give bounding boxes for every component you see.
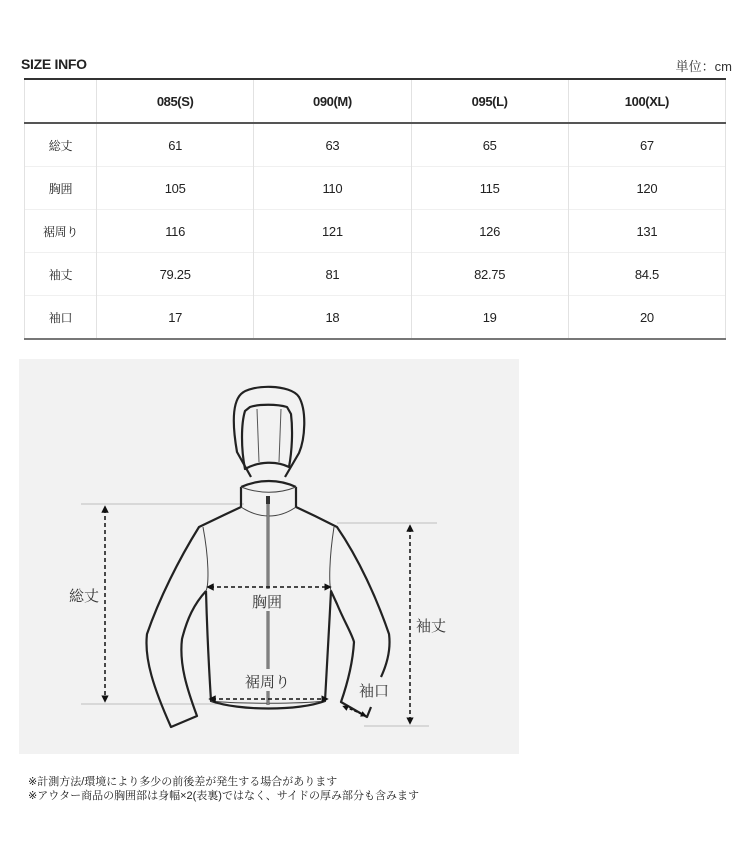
row-label: 袖丈 xyxy=(25,253,97,296)
label-sleeve-length: 袖丈 xyxy=(416,618,447,635)
header-size-xl: 100(XL) xyxy=(568,79,725,123)
table-cell: 65 xyxy=(411,123,568,167)
row-label: 袖口 xyxy=(25,296,97,340)
table-cell: 131 xyxy=(568,210,725,253)
table-cell: 120 xyxy=(568,167,725,210)
row-label: 裾周り xyxy=(25,210,97,253)
note-line: ※計測方法/環境により多少の前後差が発生する場合があります xyxy=(28,776,338,788)
table-row xyxy=(25,123,726,167)
table-cell: 84.5 xyxy=(568,253,725,296)
row-label: 総丈 xyxy=(25,123,97,167)
table-cell: 79.25 xyxy=(97,253,254,296)
table-cell: 63 xyxy=(254,123,411,167)
row-label: 胸囲 xyxy=(25,167,97,210)
label-chest: 胸囲 xyxy=(252,594,283,611)
notes xyxy=(28,775,419,803)
header-size-m: 090(M) xyxy=(254,79,411,123)
table-cell: 110 xyxy=(254,167,411,210)
table-cell: 121 xyxy=(254,210,411,253)
table-cell: 19 xyxy=(411,296,568,340)
label-total-length: 総丈 xyxy=(69,588,100,605)
table-cell: 126 xyxy=(411,210,568,253)
table-row xyxy=(25,296,726,340)
jacket-measurement-diagram xyxy=(19,359,519,754)
label-cuff: 袖口 xyxy=(359,683,390,700)
table-row xyxy=(25,253,726,296)
table-cell: 67 xyxy=(568,123,725,167)
table-cell: 61 xyxy=(97,123,254,167)
note-line: ※アウター商品の胸囲部は身幅×2(表裏)ではなく、サイドの厚み部分も含みます xyxy=(28,790,419,802)
table-cell: 20 xyxy=(568,296,725,340)
jacket-illustration-icon xyxy=(19,359,519,754)
table-cell: 105 xyxy=(97,167,254,210)
table-row xyxy=(25,210,726,253)
table-cell: 115 xyxy=(411,167,568,210)
table-cell: 17 xyxy=(97,296,254,340)
label-hem: 裾周り xyxy=(245,674,291,691)
header-size-s: 085(S) xyxy=(97,79,254,123)
table-header-row xyxy=(25,79,726,123)
table-cell: 82.75 xyxy=(411,253,568,296)
table-cell: 116 xyxy=(97,210,254,253)
unit-label: 単位：cm xyxy=(675,59,732,74)
header-size-l: 095(L) xyxy=(411,79,568,123)
header-empty xyxy=(25,79,97,123)
table-cell: 81 xyxy=(254,253,411,296)
table-row xyxy=(25,167,726,210)
table-cell: 18 xyxy=(254,296,411,340)
size-table xyxy=(24,78,726,340)
section-title: SIZE INFO xyxy=(21,56,87,72)
